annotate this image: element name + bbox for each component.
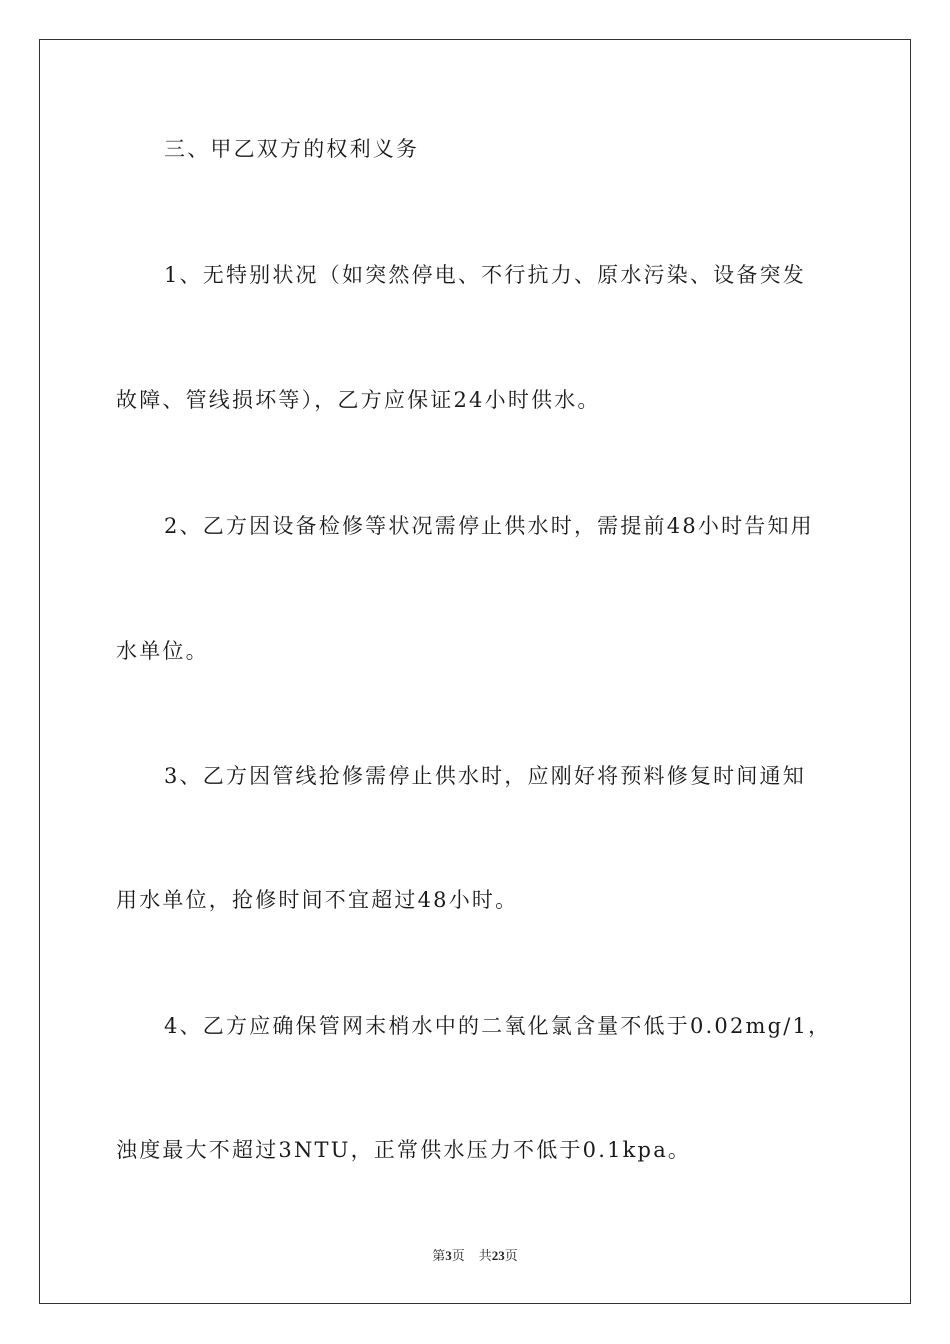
page-footer [0,1248,950,1264]
total-pages: 23 [491,1248,505,1263]
page-suffix: 页 [451,1248,465,1263]
section-heading: 三、甲乙双方的权利义务 [164,137,420,161]
total-prefix: 共 [478,1248,492,1263]
paragraph-line: 3、乙方因管线抢修需停止供水时，应刚好将预料修复时间通知 [164,764,806,788]
total-suffix: 页 [504,1248,518,1263]
page-border [39,39,911,1304]
paragraph-line: 故障、管线损坏等），乙方应保证24小时供水。 [116,388,601,412]
paragraph-line: 水单位。 [116,639,209,663]
paragraph-line: 2、乙方因设备检修等状况需停止供水时，需提前48小时告知用 [164,514,814,538]
page-prefix: 第 [432,1248,446,1263]
paragraph-line: 1、无特别状况（如突然停电、不行抗力、原水污染、设备突发 [164,263,806,287]
paragraph-line: 4、乙方应确保管网末梢水中的二氧化氯含量不低于0.02mg/1， [164,1014,832,1038]
paragraph-line: 浊度最大不超过3NTU，正常供水压力不低于0.1kpa。 [116,1138,692,1162]
page-number: 3 [445,1248,452,1263]
paragraph-line: 用水单位，抢修时间不宜超过48小时。 [116,888,519,912]
